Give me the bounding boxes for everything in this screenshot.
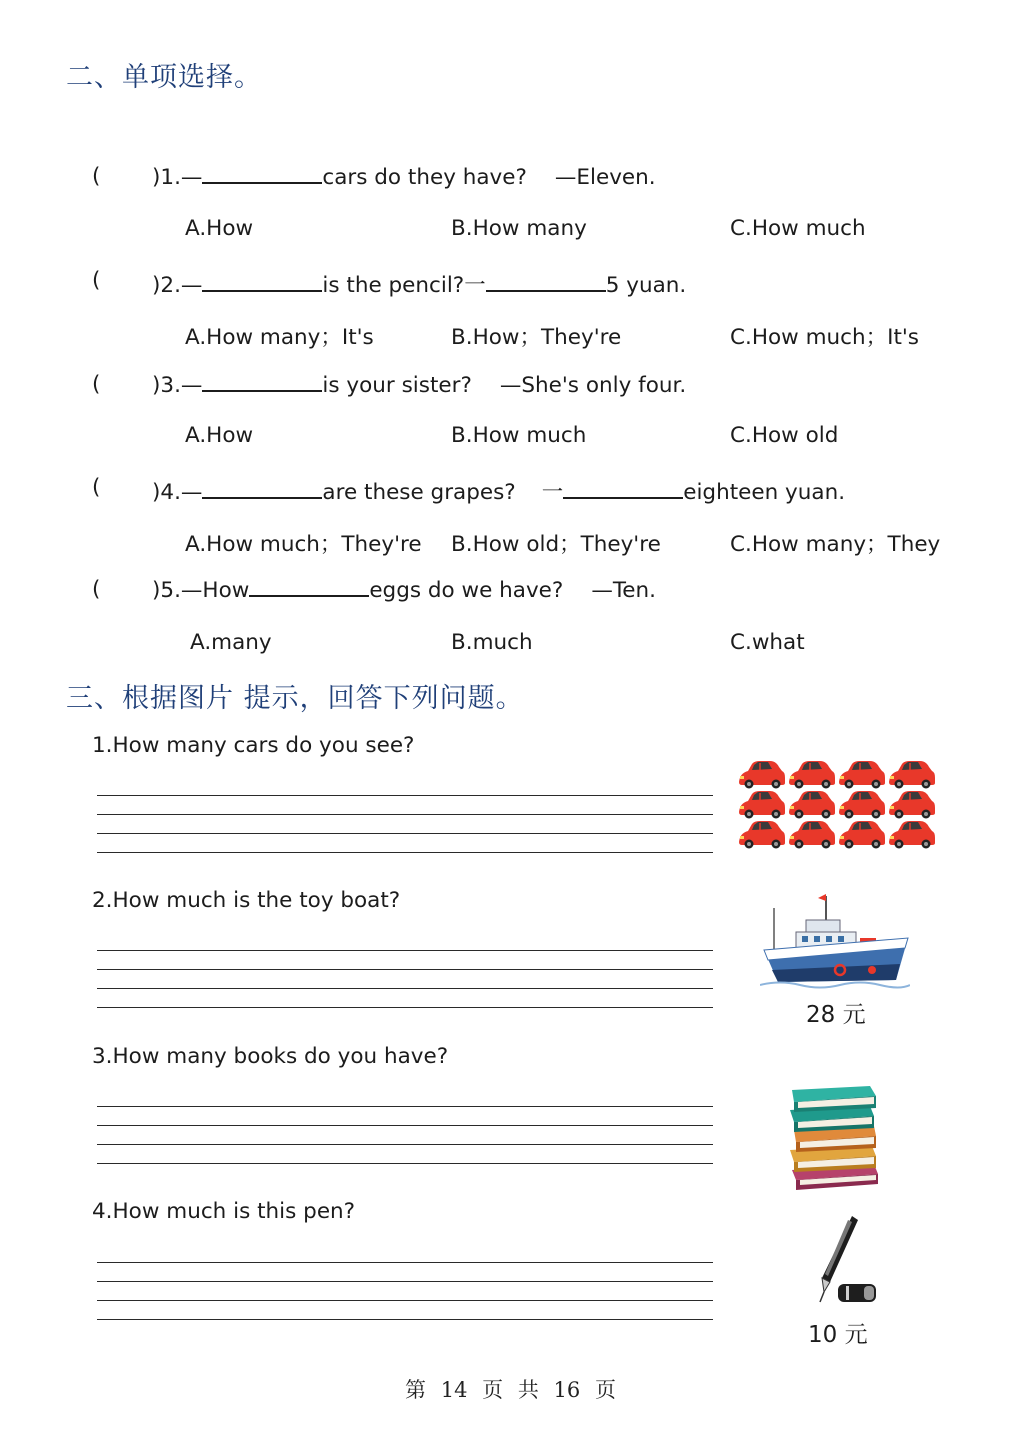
question-number: )1.— — [152, 165, 203, 190]
pen-price: 10 元 — [808, 1322, 868, 1348]
cars-picture — [736, 760, 940, 852]
question-text: are these grapes? — [322, 480, 516, 505]
option-c[interactable]: C.How much — [730, 216, 866, 241]
dash-text: 一 — [541, 480, 564, 505]
option-b[interactable]: B.How much — [451, 423, 587, 448]
car-row-1 — [739, 761, 935, 789]
option-a[interactable]: A.How many；It's — [185, 325, 374, 350]
question-text: is your sister? — [322, 373, 472, 398]
pen-picture — [802, 1214, 882, 1308]
book-stack — [790, 1086, 878, 1190]
answer-text: —Eleven. — [554, 165, 656, 190]
picture-question-2: 2.How much is the toy boat? — [92, 888, 401, 913]
question-number: )4.— — [152, 480, 203, 505]
option-a[interactable]: A.How — [185, 216, 254, 241]
boat-price: 28 元 — [806, 1002, 866, 1028]
question-text: eggs do we have? — [369, 578, 564, 603]
answer-text: eighteen yuan. — [683, 480, 846, 505]
option-b[interactable]: B.How old；They're — [451, 532, 661, 557]
answer-text: 5 yuan. — [605, 273, 687, 298]
footer-word: 页 — [482, 1378, 504, 1402]
option-a[interactable]: A.How much；They're — [185, 532, 422, 557]
picture-question-4: 4.How much is this pen? — [92, 1199, 356, 1224]
question-number: )5.—How — [152, 578, 250, 603]
car-row-3 — [739, 821, 935, 849]
page-footer — [0, 1374, 1021, 1404]
option-c[interactable]: C.How much；It's — [730, 325, 919, 350]
question-number: )3.— — [152, 373, 203, 398]
section-3-title: 三、根据图片 提示，回答下列问题。 — [66, 683, 524, 714]
question-text: is the pencil?一 — [322, 273, 486, 298]
fill-blank[interactable] — [202, 164, 322, 184]
answer-lines[interactable] — [97, 795, 713, 871]
answer-lines[interactable] — [97, 1106, 713, 1182]
footer-word: 第 — [405, 1378, 427, 1402]
answer-bracket[interactable]: ( — [92, 475, 101, 500]
answer-lines[interactable] — [97, 1262, 713, 1338]
option-c[interactable]: C.How old — [730, 423, 839, 448]
fill-blank[interactable] — [202, 372, 322, 392]
option-a[interactable]: A.How — [185, 423, 254, 448]
fill-blank[interactable] — [202, 479, 322, 499]
question-number: )2.— — [152, 273, 203, 298]
fill-blank[interactable] — [249, 577, 369, 597]
option-c[interactable]: C.what — [730, 630, 805, 655]
answer-bracket[interactable]: ( — [92, 268, 101, 293]
answer-bracket[interactable]: ( — [92, 577, 101, 602]
toy-boat-picture — [760, 890, 910, 990]
option-c[interactable]: C.How many；They — [730, 532, 941, 557]
question-text: cars do they have? — [322, 165, 527, 190]
footer-word: 共 — [517, 1378, 539, 1402]
picture-question-3: 3.How many books do you have? — [92, 1044, 449, 1069]
picture-question-1: 1.How many cars do you see? — [92, 733, 415, 758]
answer-lines[interactable] — [97, 950, 713, 1026]
answer-bracket[interactable]: ( — [92, 372, 101, 397]
fill-blank[interactable] — [486, 272, 606, 292]
answer-text: —Ten. — [591, 578, 656, 603]
fill-blank[interactable] — [202, 272, 322, 292]
total-pages: 16 — [553, 1378, 581, 1402]
option-b[interactable]: B.much — [451, 630, 533, 655]
option-a[interactable]: A.many — [190, 630, 272, 655]
answer-text: —She's only four. — [499, 373, 687, 398]
car-row-2 — [739, 791, 935, 819]
page-number: 14 — [440, 1378, 468, 1402]
option-b[interactable]: B.How many — [451, 216, 587, 241]
footer-word: 页 — [594, 1378, 616, 1402]
option-b[interactable]: B.How；They're — [451, 325, 622, 350]
section-2-title: 二、单项选择。 — [66, 62, 262, 93]
fill-blank[interactable] — [563, 479, 683, 499]
books-picture — [786, 1080, 886, 1194]
answer-bracket[interactable]: ( — [92, 164, 101, 189]
